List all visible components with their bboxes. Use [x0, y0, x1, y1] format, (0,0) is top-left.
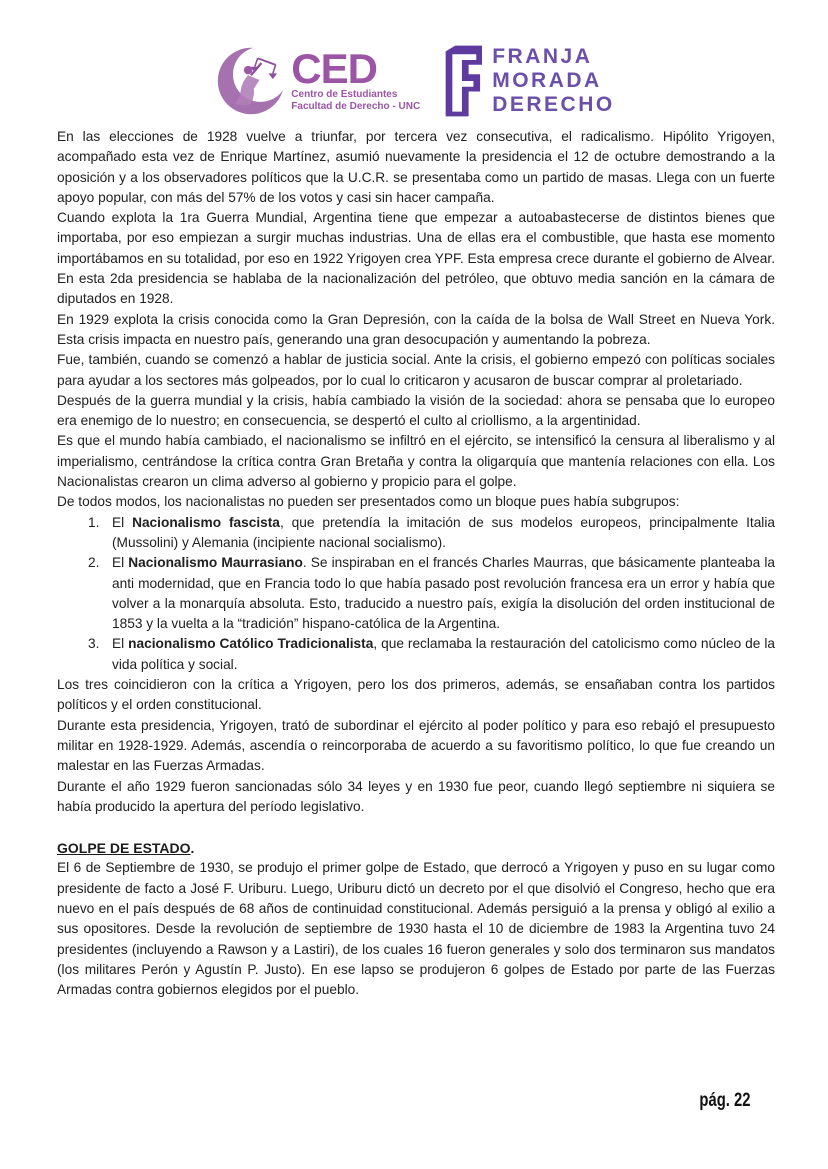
- page-header: [0, 44, 828, 118]
- list-lead: El: [112, 514, 133, 530]
- list-bold-term: Nacionalismo fascista: [132, 514, 280, 530]
- paragraph-military-budget: Durante esta presidencia, Yrigoyen, trató de subordinar el ejército al poder político y para eso rebajó el presupuesto militar en 1928-1929. Además, ascendía o reincorporaba de acuerdo a su favoritismo político, lo que fue creando un malestar en las Fuerzas Armadas.: [57, 717, 775, 774]
- section-heading-period: .: [190, 840, 195, 857]
- list-bold-term: nacionalismo Católico Tradicionalista: [128, 636, 374, 652]
- list-item-fascista: [57, 513, 775, 554]
- list-bold-term: Nacionalismo Maurrasiano: [128, 555, 303, 571]
- paragraph-coup-1930: El 6 de Septiembre de 1930, se produjo el primer golpe de Estado, que derrocó a Yrigoyen y puso en su lugar como presidente de facto a José F. Uriburu. Luego, Uriburu dictó un decreto por el que disolvió el Congreso, hecho que era nuevo en el país después de 68 años de continuidad constitucional. Además persiguió a la prensa y obligó al exilio a sus opositores. Desde la revolución de septiembre de 1930 hasta el 10 de diciembre de 1983 la Argentina tuvo 24 presidentes (incluyendo a Rawson y a Lastiri), de los cuales 16 fueron generales y solo dos terminaron sus mandatos (los militares Perón y Agustín P. Justo). En ese lapso se produjeron 6 golpes de Estado por parte de las Fuerzas Armadas contra gobiernos elegidos por el pueblo.: [57, 860, 775, 998]
- franja-morada-logo: [438, 45, 615, 117]
- page-footer: [685, 1090, 750, 1112]
- ced-subtitle-line1: Centro de Estudiantes: [291, 89, 398, 100]
- list-number: 3.: [88, 636, 100, 652]
- paragraph-criollismo: Después de la guerra mundial y la crisis, había cambiado la visión de la sociedad: ahora se pensaba que lo europeo era enemigo de lo nuestro; en consecuencia, se despertó el culto al criollismo, a la argentinidad.: [57, 392, 775, 429]
- document-body: [57, 127, 775, 1000]
- ced-logo: [213, 44, 420, 118]
- ced-logo-text: [291, 45, 421, 113]
- ced-subtitle-line2: Facultad de Derecho - UNC: [291, 101, 421, 112]
- page-number: pág. 22: [698, 1090, 750, 1111]
- fm-line-franja: FRANJA: [492, 45, 593, 68]
- section-heading-text: GOLPE DE ESTADO: [57, 840, 191, 857]
- paragraph-nationalism: Es que el mundo había cambiado, el nacionalismo se infiltró en el ejército, se intensificó la censura al liberalismo y al imperialismo, centrándose la crítica contra Gran Bretaña y contra la oligarquía que mantenía relaciones con ella. Los Nacionalistas crearon un clima adverso al gobierno y propicio para el golpe.: [57, 433, 775, 490]
- paragraph-34-laws: Durante el año 1929 fueron sancionadas sólo 34 leyes y en 1930 fue peor, cuando llegó septiembre ni siquiera se había producido la apertura del período legislativo.: [57, 778, 775, 814]
- list-lead: El: [112, 636, 129, 652]
- franja-morada-logo-text: [492, 45, 615, 117]
- list-rest: , que pretendía la imitación de sus modelos europeos, principalmente Italia (Mussolini) y Alemania (incipiente nacional socialismo).: [112, 514, 776, 550]
- list-lead: El: [112, 555, 129, 571]
- list-item-maurrasiano: [57, 553, 775, 634]
- list-item-text: [112, 513, 775, 554]
- section-heading-golpe-de-estado: [57, 838, 775, 858]
- paragraph-great-depression: En 1929 explota la crisis conocida como la Gran Depresión, con la caída de la bolsa de Wall Street en Nueva York. Esta crisis impacta en nuestro país, generando una gran desocupación y aumentando la pobreza.: [57, 311, 775, 347]
- paragraph-critique-yrigoyen: Los tres coincidieron con la crítica a Yrigoyen, pero los dos primeros, además, se ensañaban contra los partidos políticos y el orden constitucional.: [57, 677, 775, 713]
- ced-acronym: CED: [291, 45, 377, 92]
- list-rest: . Se inspiraban en el francés Charles Maurras, que básicamente planteaba la anti modernidad, que en Francia todo lo que había pasado post revolución francesa era un error y había que volver a la monarquía absoluta. Esto, traducido a nuestro país, exigía la disolución del orden institucional de 1853 y la vuelta a la “tradición” hispano-católica de la Argentina.: [112, 555, 775, 632]
- list-item-text: [112, 553, 775, 634]
- franja-morada-f-icon: [438, 45, 482, 117]
- list-number: 1.: [88, 514, 100, 530]
- list-item-text: [112, 634, 775, 675]
- fm-line-morada: MORADA: [492, 69, 602, 92]
- fm-line-derecho: DERECHO: [492, 93, 615, 116]
- list-item-catolico-tradicionalista: [57, 634, 775, 675]
- nationalism-subgroups-list: [57, 513, 775, 675]
- paragraph-elections-1928: En las elecciones de 1928 vuelve a triunfar, por tercera vez consecutiva, el radicalismo. Hipólito Yrigoyen, acompañado esta vez de Enrique Martínez, asumió nuevamente la presidencia el 12 de octubre demostrando a la oposición y a los observadores políticos que la U.C.R. se presentaba como un partido de masas. Llega con un fuerte apoyo popular, con más del 57% de los votos y casi sin hacer campaña.: [57, 129, 775, 205]
- justice-woman-scales-icon: [213, 44, 289, 118]
- list-rest: , que reclamaba la restauración del catolicismo como núcleo de la vida política y social.: [112, 636, 775, 672]
- paragraph-social-justice: Fue, también, cuando se comenzó a hablar de justicia social. Ante la crisis, el gobierno empezó con políticas sociales para ayudar a los sectores más golpeados, por lo cual lo criticaron y acusaron de buscar comprar al proletariado.: [57, 352, 775, 388]
- paragraph-subgroups-intro: De todos modos, los nacionalistas no pueden ser presentados como un bloque pues había subgrupos:: [57, 494, 680, 510]
- paragraph-ww1-ypf: Cuando explota la 1ra Guerra Mundial, Argentina tiene que empezar a autoabastecerse de distintos bienes que importaba, por eso empiezan a surgir muchas industrias. Una de ellas era el combustible, que hasta ese momento importábamos en su totalidad, por eso en 1922 Yrigoyen crea YPF. Esta empresa crece durante el gobierno de Alvear. En esta 2da presidencia se hablaba de la nacionalización del petróleo, que obtuvo media sanción en la cámara de diputados en 1928.: [57, 210, 775, 307]
- list-number: 2.: [88, 555, 100, 571]
